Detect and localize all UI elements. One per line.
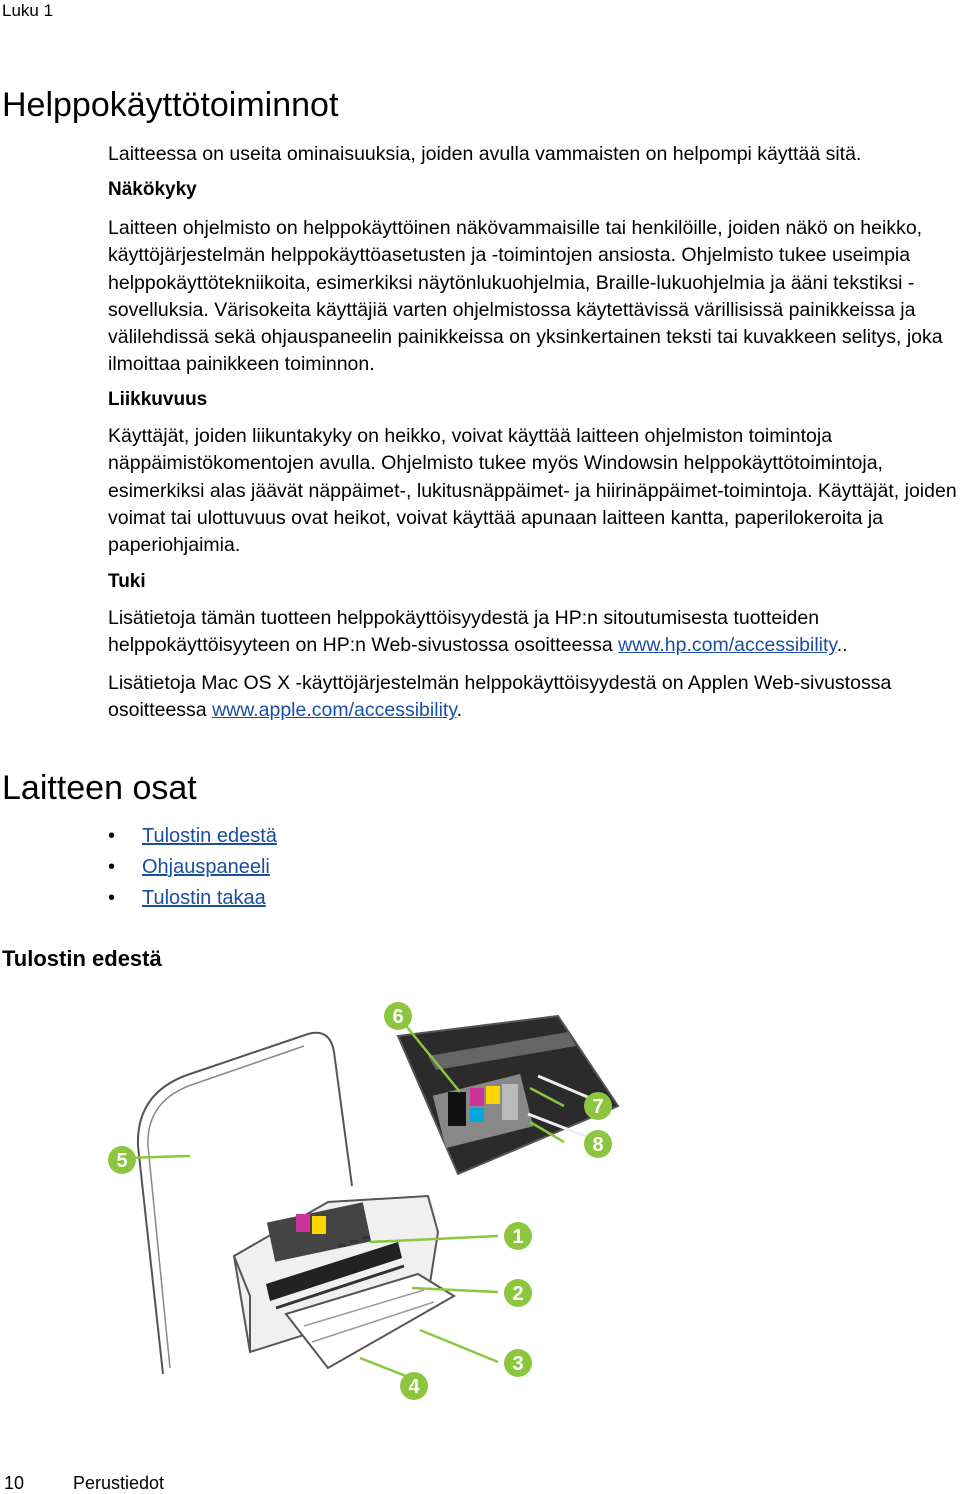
svg-text:4: 4 (408, 1376, 420, 1398)
svg-text:7: 7 (592, 1096, 604, 1118)
section-title-printer-front: Tulostin edestä (2, 946, 162, 971)
heading-support: Tuki (108, 571, 146, 592)
hp-accessibility-link[interactable]: www.hp.com/accessibility (618, 634, 837, 657)
svg-text:1: 1 (512, 1226, 524, 1248)
callout-1 (504, 1222, 532, 1250)
printer-front-illustration (98, 996, 638, 1418)
list-item: • Ohjauspaneeli (108, 856, 270, 878)
support-paragraph-apple: Lisätietoja Mac OS X -käyttöjärjestelmän helppokäyttöisyydestä on Applen Web-sivustossa osoitteessa www.apple.com/accessibility. (108, 672, 892, 722)
mobility-paragraph: Käyttäjät, joiden liikuntakyky on heikko, voivat käyttää laitteen ohjelmiston toimintoja näppäimistökomentojen avulla. Ohjelmisto tukee myös Windowsin helppokäyttötoimintoja, esimerkiksi alas jäävät näppäimet-, lukitusnäppäimet- ja hiirinäppäimet-toimintoja. Käyttäjät, joiden voimat tai ulottuvuus ovat heikot, voivat käyttää apunaan laitteen kantta, paperilokeroita ja paperiohjaimia. (108, 425, 957, 557)
vision-paragraph: Laitteen ohjelmisto on helppokäyttöinen näkövammaisille tai henkilöille, joiden näkö on heikko, käyttöjärjestelmän helppokäyttöasetusten ja -toimintojen ansiosta. Ohjelmisto tukee useimpia helppokäyttötekniikoita, esimerkiksi näytönlukuohjelmia, Braille-lukuohjelmia ja ääni tekstiksi -sovelluksia. Värisokeita käyttäjiä varten ohjelmistossa käytettävissä värillisissä painikkeissa ja välilehdissä sekä ohjauspaneelin painikkeissa on yksinkertainen teksti tai kuvakkeen selitys, joka ilmoittaa painikkeen toiminnon. (108, 217, 943, 376)
list-item: • Tulostin edestä (108, 825, 277, 847)
section-title-accessibility: Helppokäyttötoiminnot (2, 86, 339, 124)
support-paragraph-hp: Lisätietoja tämän tuotteen helppokäyttöisyydestä ja HP:n sitoutumisesta tuotteiden helppokäyttöisyyteen on HP:n Web-sivustossa osoitteessa www.hp.com/accessibility.. (108, 607, 848, 657)
link-printer-front[interactable]: Tulostin edestä (142, 825, 277, 847)
footer-label: Perustiedot (73, 1473, 165, 1493)
svg-text:8: 8 (592, 1134, 604, 1156)
heading-vision: Näkökyky (108, 179, 197, 200)
callout-7 (584, 1092, 612, 1120)
apple-accessibility-link[interactable]: www.apple.com/accessibility (212, 699, 457, 722)
svg-text:3: 3 (512, 1353, 524, 1375)
intro-paragraph: Laitteessa on useita ominaisuuksia, joiden avulla vammaisten on helpompi käyttää sitä. (108, 143, 862, 165)
svg-text:2: 2 (512, 1283, 524, 1305)
callout-2 (504, 1279, 532, 1307)
callout-5 (108, 1146, 136, 1174)
svg-text:6: 6 (392, 1006, 404, 1028)
link-printer-back[interactable]: Tulostin takaa (142, 887, 266, 909)
section-title-device-parts: Laitteen osat (2, 769, 197, 807)
callout-4 (400, 1372, 428, 1400)
callout-8 (584, 1130, 612, 1158)
svg-text:5: 5 (116, 1150, 128, 1172)
chapter-label: Luku 1 (2, 1, 54, 20)
callout-6 (384, 1002, 412, 1030)
page-number: 10 (4, 1473, 25, 1493)
link-control-panel[interactable]: Ohjauspaneeli (142, 856, 270, 878)
list-item: • Tulostin takaa (108, 887, 266, 909)
parts-link-list (108, 822, 277, 915)
callout-3 (504, 1349, 532, 1377)
heading-mobility: Liikkuvuus (108, 389, 208, 410)
